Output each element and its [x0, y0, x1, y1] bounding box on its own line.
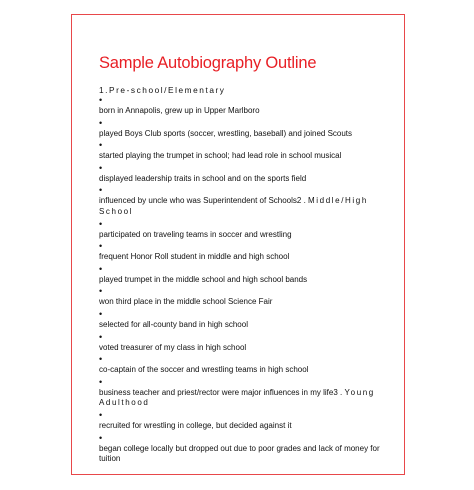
- list-item: [99, 141, 399, 162]
- bullet-icon: •: [99, 117, 103, 128]
- list-item-label: selected for all-county band in high school: [99, 319, 248, 329]
- list-item-text: [99, 320, 399, 331]
- bullet-icon: •: [99, 286, 103, 297]
- list-item: [99, 355, 399, 376]
- list-item-text: [99, 365, 399, 376]
- bullet-icon: •: [99, 140, 103, 151]
- list-item-text: [99, 129, 399, 140]
- list-item-label: voted treasurer of my class in high school: [99, 342, 247, 352]
- list-item-text: [99, 151, 399, 162]
- list-item: [99, 119, 399, 140]
- list-item-label: displayed leadership traits in school and on the sports field: [99, 173, 307, 183]
- bullet-icon: •: [99, 432, 103, 443]
- list-item: [99, 164, 399, 185]
- bullet-icon: •: [99, 162, 103, 173]
- list-item: [99, 287, 399, 308]
- bullet-icon: •: [99, 241, 103, 252]
- bullet-icon: •: [99, 308, 103, 319]
- list-item-text: [99, 275, 399, 286]
- list-item-text: [99, 230, 399, 241]
- bullet-icon: •: [99, 263, 103, 274]
- bullet-icon: •: [99, 331, 103, 342]
- bullet-icon: •: [99, 95, 103, 105]
- list-item: [99, 242, 399, 263]
- list-item-text: [99, 106, 399, 117]
- list-item-text: [99, 444, 399, 465]
- list-item: [99, 265, 399, 286]
- list-item-label: frequent Honor Roll student in middle and high school: [99, 252, 290, 262]
- list-item-label: influenced by uncle who was Superintendent of Schools2 .: [99, 196, 309, 206]
- list-item-label: played Boys Club sports (soccer, wrestling, baseball) and joined Scouts: [99, 128, 353, 138]
- list-item: [99, 333, 399, 354]
- list-item-text: [99, 388, 399, 409]
- list-item: [99, 434, 399, 465]
- bullet-icon: •: [99, 354, 103, 365]
- list-item-label: born in Annapolis, grew up in Upper Marlboro: [99, 106, 260, 115]
- bullet-icon: •: [99, 376, 103, 387]
- list-item-text: [99, 297, 399, 308]
- bullet-icon: •: [99, 185, 103, 196]
- list-item-label: participated on traveling teams in soccer and wrestling: [99, 229, 292, 239]
- list-item-label: began college locally but dropped out due to poor grades and lack of money for tuition: [99, 443, 380, 464]
- list-item-label: won third place in the middle school Science Fair: [99, 297, 273, 307]
- list-item: [99, 220, 399, 241]
- list-item-label: co-captain of the soccer and wrestling teams in high school: [99, 365, 309, 375]
- list-item: [99, 96, 399, 117]
- list-item-text: [99, 252, 399, 263]
- list-item: [99, 186, 399, 217]
- bullet-icon: •: [99, 218, 103, 229]
- bullet-icon: •: [99, 409, 103, 420]
- document-title: Sample Autobiography Outline: [99, 54, 317, 72]
- list-item: [99, 310, 399, 331]
- list-item: [99, 411, 399, 432]
- list-item-label: played trumpet in the middle school and high school bands: [99, 274, 308, 284]
- list-item-text: [99, 421, 399, 432]
- list-item-label: recruited for wrestling in college, but decided against it: [99, 420, 292, 430]
- section-heading: 1.Pre-school/Elementary: [99, 85, 226, 95]
- section-heading-inline: Young Adulthood: [99, 387, 375, 408]
- list-item: [99, 378, 399, 409]
- list-item-label: started playing the trumpet in school; had lead role in school musical: [99, 151, 342, 161]
- list-item-text: [99, 343, 399, 354]
- list-item-label: business teacher and priest/rector were major influences in my life3 .: [99, 387, 345, 397]
- list-item-text: [99, 196, 399, 217]
- list-item-text: [99, 174, 399, 185]
- outline-list: [99, 96, 399, 467]
- section-heading-inline: Middle/High School: [99, 196, 368, 216]
